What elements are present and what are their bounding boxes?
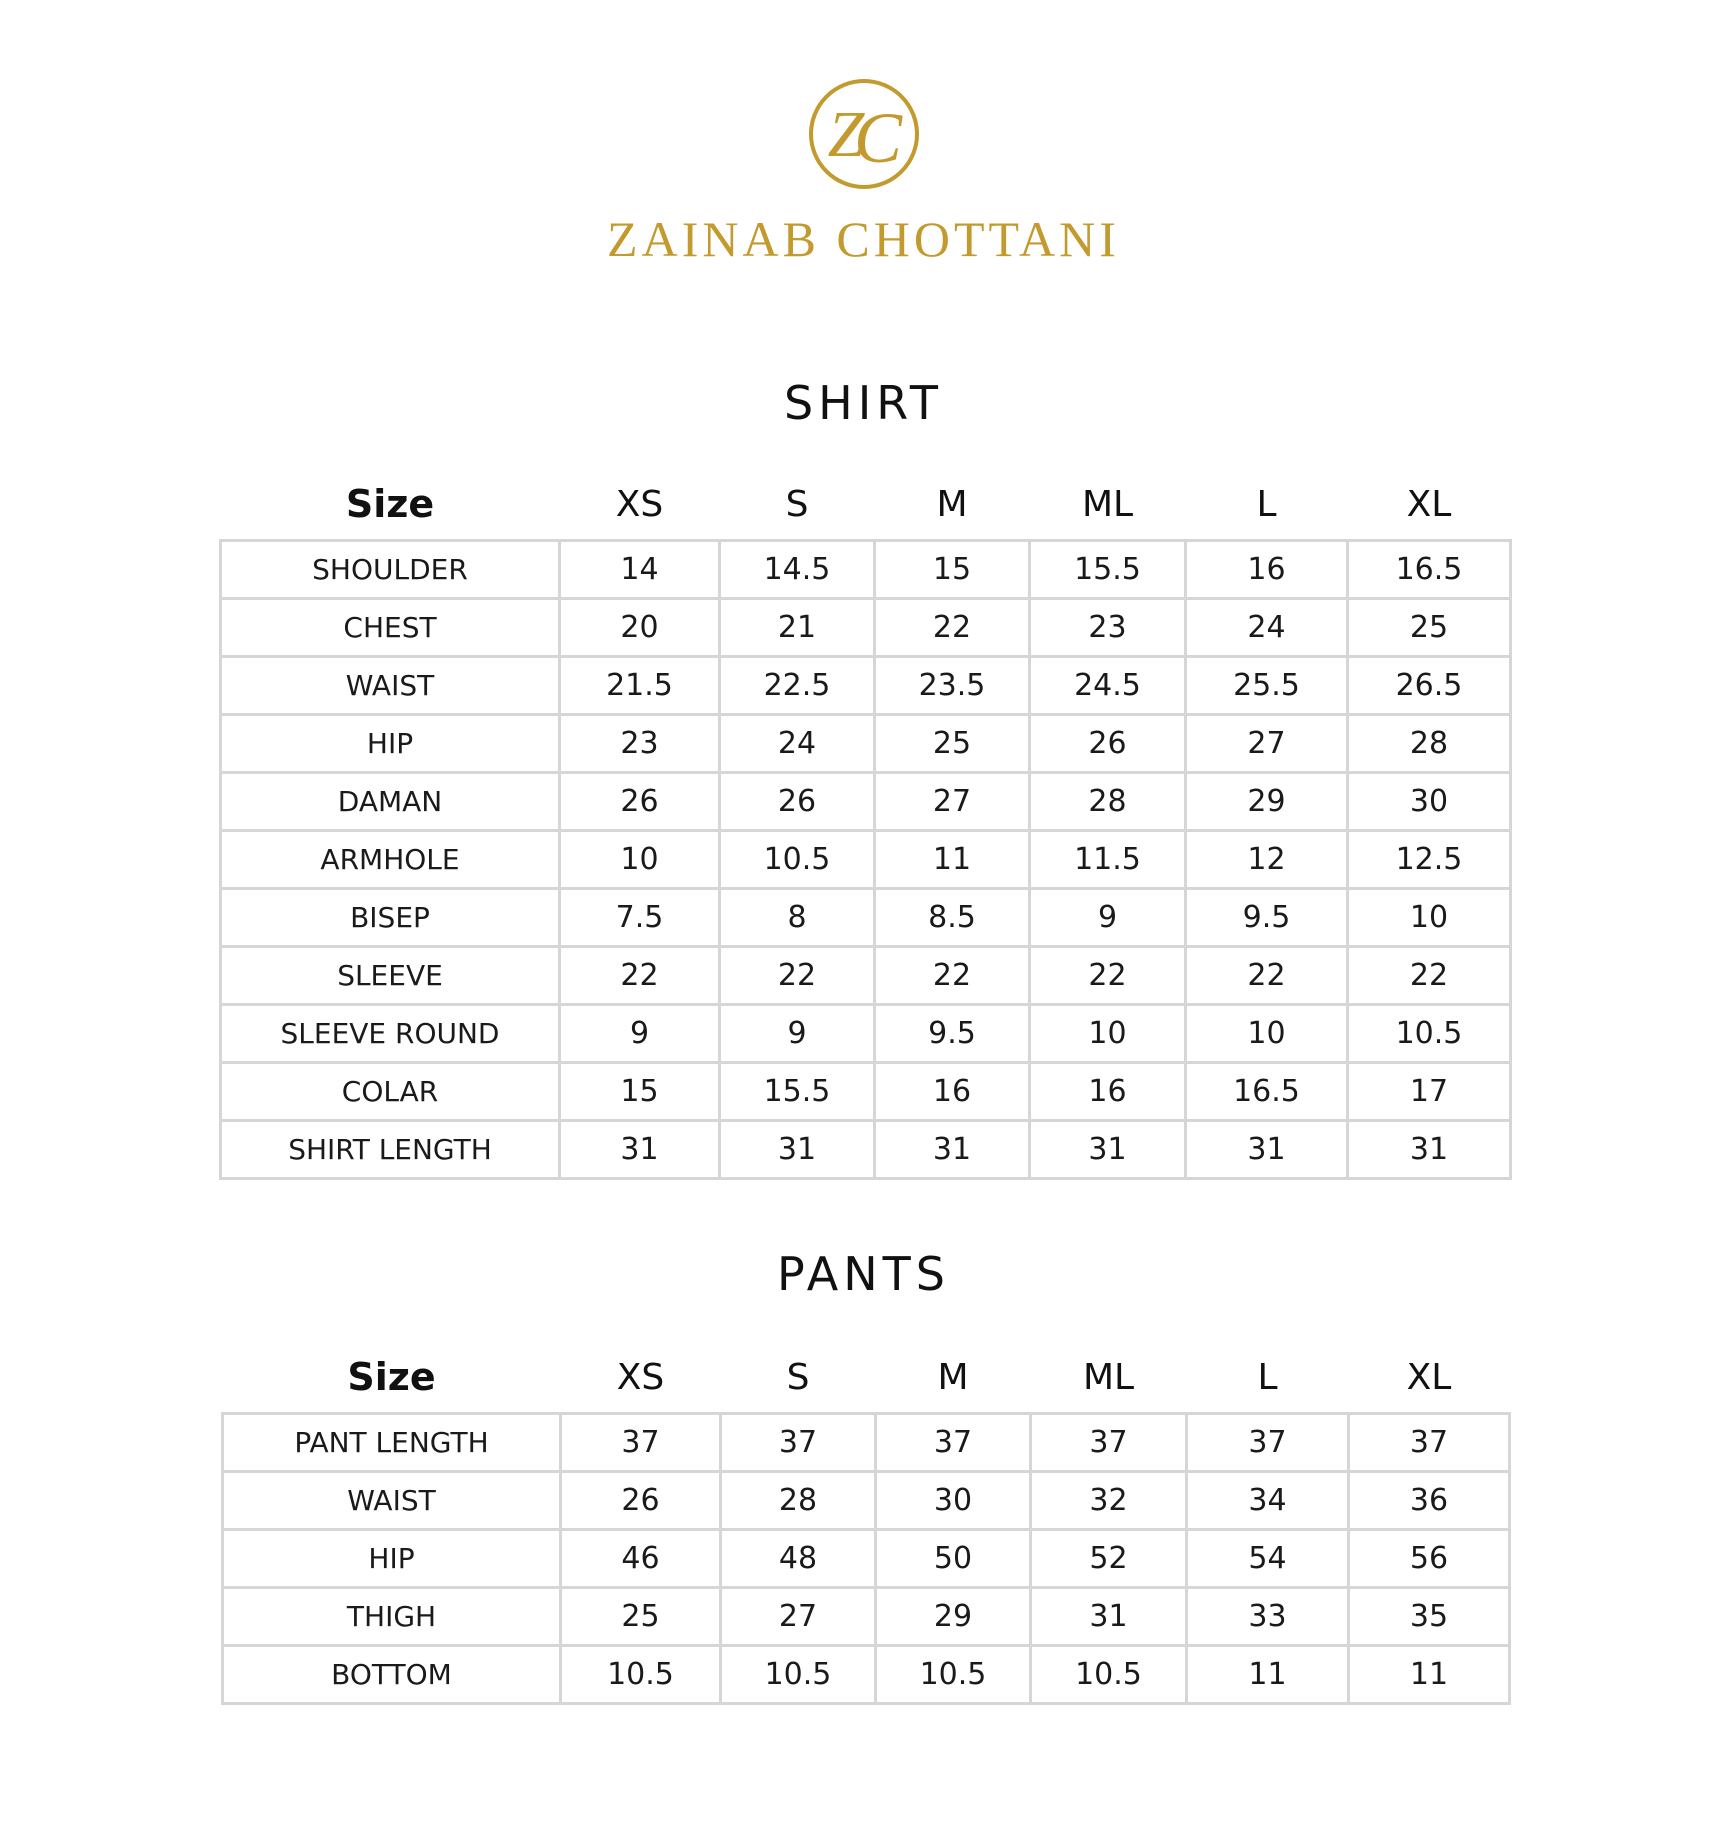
table-cell: 25 <box>1348 598 1511 656</box>
table-cell: 14.5 <box>720 540 875 598</box>
table-row <box>223 1529 1510 1587</box>
table-row <box>223 1645 1510 1703</box>
shirt-section-title: SHIRT <box>783 376 944 430</box>
table-cell: 10 <box>1348 888 1511 946</box>
row-label: BISEP <box>221 888 560 946</box>
row-label: DAMAN <box>221 772 560 830</box>
shirt-size-label: Size <box>345 482 435 527</box>
table-cell: 9 <box>720 1004 875 1062</box>
row-label: CHEST <box>221 598 560 656</box>
row-label: SLEEVE <box>221 946 560 1004</box>
table-cell: 31 <box>875 1120 1030 1178</box>
table-cell: 15 <box>560 1062 720 1120</box>
table-cell: 11 <box>1349 1645 1510 1703</box>
table-cell: 12.5 <box>1348 830 1511 888</box>
shirt-size-header: XS <box>615 483 664 525</box>
table-cell: 16.5 <box>1186 1062 1348 1120</box>
table-cell: 29 <box>1186 772 1348 830</box>
table-cell: 10.5 <box>720 830 875 888</box>
table-cell: 25.5 <box>1186 656 1348 714</box>
table-cell: 28 <box>1348 714 1511 772</box>
table-cell: 31 <box>1030 1120 1186 1178</box>
table-cell: 26 <box>561 1471 721 1529</box>
table-cell: 21 <box>720 598 875 656</box>
table-cell: 33 <box>1187 1587 1349 1645</box>
table-cell: 21.5 <box>560 656 720 714</box>
table-row <box>221 888 1511 946</box>
pants-size-header: L <box>1257 1356 1278 1398</box>
table-cell: 35 <box>1349 1587 1510 1645</box>
table-row <box>221 714 1511 772</box>
table-cell: 26.5 <box>1348 656 1511 714</box>
table-cell: 15.5 <box>1030 540 1186 598</box>
table-cell: 22 <box>560 946 720 1004</box>
table-cell: 17 <box>1348 1062 1511 1120</box>
table-cell: 9.5 <box>1186 888 1348 946</box>
table-cell: 32 <box>1031 1471 1187 1529</box>
table-cell: 34 <box>1187 1471 1349 1529</box>
table-cell: 26 <box>1030 714 1186 772</box>
table-cell: 15.5 <box>720 1062 875 1120</box>
table-cell: 31 <box>1348 1120 1511 1178</box>
brand-name: ZAINAB CHOTTANI <box>607 211 1120 267</box>
table-cell: 10.5 <box>1348 1004 1511 1062</box>
table-cell: 50 <box>876 1529 1031 1587</box>
svg-text:Z: Z <box>827 98 864 171</box>
table-cell: 10.5 <box>561 1645 721 1703</box>
table-cell: 10 <box>1186 1004 1348 1062</box>
table-cell: 10 <box>1030 1004 1186 1062</box>
table-cell: 16 <box>875 1062 1030 1120</box>
table-cell: 8 <box>720 888 875 946</box>
table-cell: 24 <box>720 714 875 772</box>
table-cell: 48 <box>721 1529 876 1587</box>
pants-size-header: M <box>937 1356 969 1398</box>
table-cell: 16 <box>1186 540 1348 598</box>
table-cell: 46 <box>561 1529 721 1587</box>
table-cell: 10.5 <box>721 1645 876 1703</box>
shirt-size-header: M <box>936 483 968 525</box>
table-cell: 9 <box>1030 888 1186 946</box>
table-cell: 23 <box>1030 598 1186 656</box>
table-cell: 10.5 <box>1031 1645 1187 1703</box>
row-label: SHIRT LENGTH <box>221 1120 560 1178</box>
table-cell: 31 <box>720 1120 875 1178</box>
brand-monogram-icon <box>806 76 922 192</box>
table-cell: 28 <box>721 1471 876 1529</box>
table-row <box>221 772 1511 830</box>
shirt-size-table <box>219 470 1512 1180</box>
shirt-header-row <box>221 470 1511 540</box>
table-row <box>221 946 1511 1004</box>
table-cell: 26 <box>560 772 720 830</box>
table-cell: 22 <box>1186 946 1348 1004</box>
row-label: SHOULDER <box>221 540 560 598</box>
table-cell: 28 <box>1030 772 1186 830</box>
pants-size-table <box>221 1343 1511 1705</box>
table-row <box>221 1120 1511 1178</box>
table-cell: 37 <box>876 1413 1031 1471</box>
table-cell: 8.5 <box>875 888 1030 946</box>
table-cell: 25 <box>875 714 1030 772</box>
table-row <box>221 1062 1511 1120</box>
table-cell: 11.5 <box>1030 830 1186 888</box>
table-cell: 31 <box>1031 1587 1187 1645</box>
shirt-size-header: XL <box>1406 483 1452 525</box>
row-label: WAIST <box>223 1471 561 1529</box>
table-row <box>221 540 1511 598</box>
table-row <box>223 1413 1510 1471</box>
table-cell: 37 <box>1349 1413 1510 1471</box>
table-cell: 22 <box>720 946 875 1004</box>
table-cell: 10 <box>560 830 720 888</box>
pants-section-title: PANTS <box>777 1247 950 1301</box>
row-label: HIP <box>223 1529 561 1587</box>
pants-size-header: XS <box>616 1356 665 1398</box>
table-cell: 37 <box>1187 1413 1349 1471</box>
row-label: BOTTOM <box>223 1645 561 1703</box>
table-cell: 24 <box>1186 598 1348 656</box>
pants-size-header: S <box>786 1356 810 1398</box>
row-label: WAIST <box>221 656 560 714</box>
table-cell: 16.5 <box>1348 540 1511 598</box>
table-row <box>223 1471 1510 1529</box>
table-cell: 29 <box>876 1587 1031 1645</box>
shirt-size-header: ML <box>1081 483 1134 525</box>
row-label: HIP <box>221 714 560 772</box>
pants-header-row <box>223 1343 1510 1413</box>
pants-size-header: ML <box>1082 1356 1135 1398</box>
table-cell: 31 <box>560 1120 720 1178</box>
table-cell: 12 <box>1186 830 1348 888</box>
row-label: SLEEVE ROUND <box>221 1004 560 1062</box>
table-cell: 36 <box>1349 1471 1510 1529</box>
table-row <box>221 830 1511 888</box>
table-cell: 25 <box>561 1587 721 1645</box>
pants-size-label: Size <box>347 1355 436 1400</box>
table-cell: 11 <box>1187 1645 1349 1703</box>
table-cell: 27 <box>721 1587 876 1645</box>
row-label: PANT LENGTH <box>223 1413 561 1471</box>
table-cell: 22 <box>875 598 1030 656</box>
table-cell: 10.5 <box>876 1645 1031 1703</box>
table-cell: 7.5 <box>560 888 720 946</box>
table-row <box>223 1587 1510 1645</box>
shirt-size-header: L <box>1256 483 1277 525</box>
table-cell: 23 <box>560 714 720 772</box>
table-cell: 54 <box>1187 1529 1349 1587</box>
table-cell: 16 <box>1030 1062 1186 1120</box>
table-cell: 9.5 <box>875 1004 1030 1062</box>
row-label: ARMHOLE <box>221 830 560 888</box>
table-cell: 56 <box>1349 1529 1510 1587</box>
table-cell: 31 <box>1186 1120 1348 1178</box>
table-cell: 9 <box>560 1004 720 1062</box>
table-cell: 20 <box>560 598 720 656</box>
pants-size-header: XL <box>1406 1356 1452 1398</box>
table-cell: 22 <box>875 946 1030 1004</box>
table-cell: 14 <box>560 540 720 598</box>
table-cell: 52 <box>1031 1529 1187 1587</box>
table-cell: 27 <box>1186 714 1348 772</box>
table-cell: 37 <box>721 1413 876 1471</box>
table-cell: 24.5 <box>1030 656 1186 714</box>
table-cell: 27 <box>875 772 1030 830</box>
table-cell: 23.5 <box>875 656 1030 714</box>
table-row <box>221 656 1511 714</box>
brand-logo <box>0 76 1727 267</box>
table-cell: 37 <box>561 1413 721 1471</box>
table-cell: 26 <box>720 772 875 830</box>
table-cell: 22 <box>1030 946 1186 1004</box>
table-cell: 22 <box>1348 946 1511 1004</box>
table-cell: 30 <box>1348 772 1511 830</box>
row-label: COLAR <box>221 1062 560 1120</box>
svg-text:C: C <box>853 98 902 178</box>
table-cell: 22.5 <box>720 656 875 714</box>
table-row <box>221 1004 1511 1062</box>
table-cell: 15 <box>875 540 1030 598</box>
row-label: THIGH <box>223 1587 561 1645</box>
table-cell: 37 <box>1031 1413 1187 1471</box>
table-row <box>221 598 1511 656</box>
table-cell: 30 <box>876 1471 1031 1529</box>
shirt-size-header: S <box>785 483 809 525</box>
table-cell: 11 <box>875 830 1030 888</box>
